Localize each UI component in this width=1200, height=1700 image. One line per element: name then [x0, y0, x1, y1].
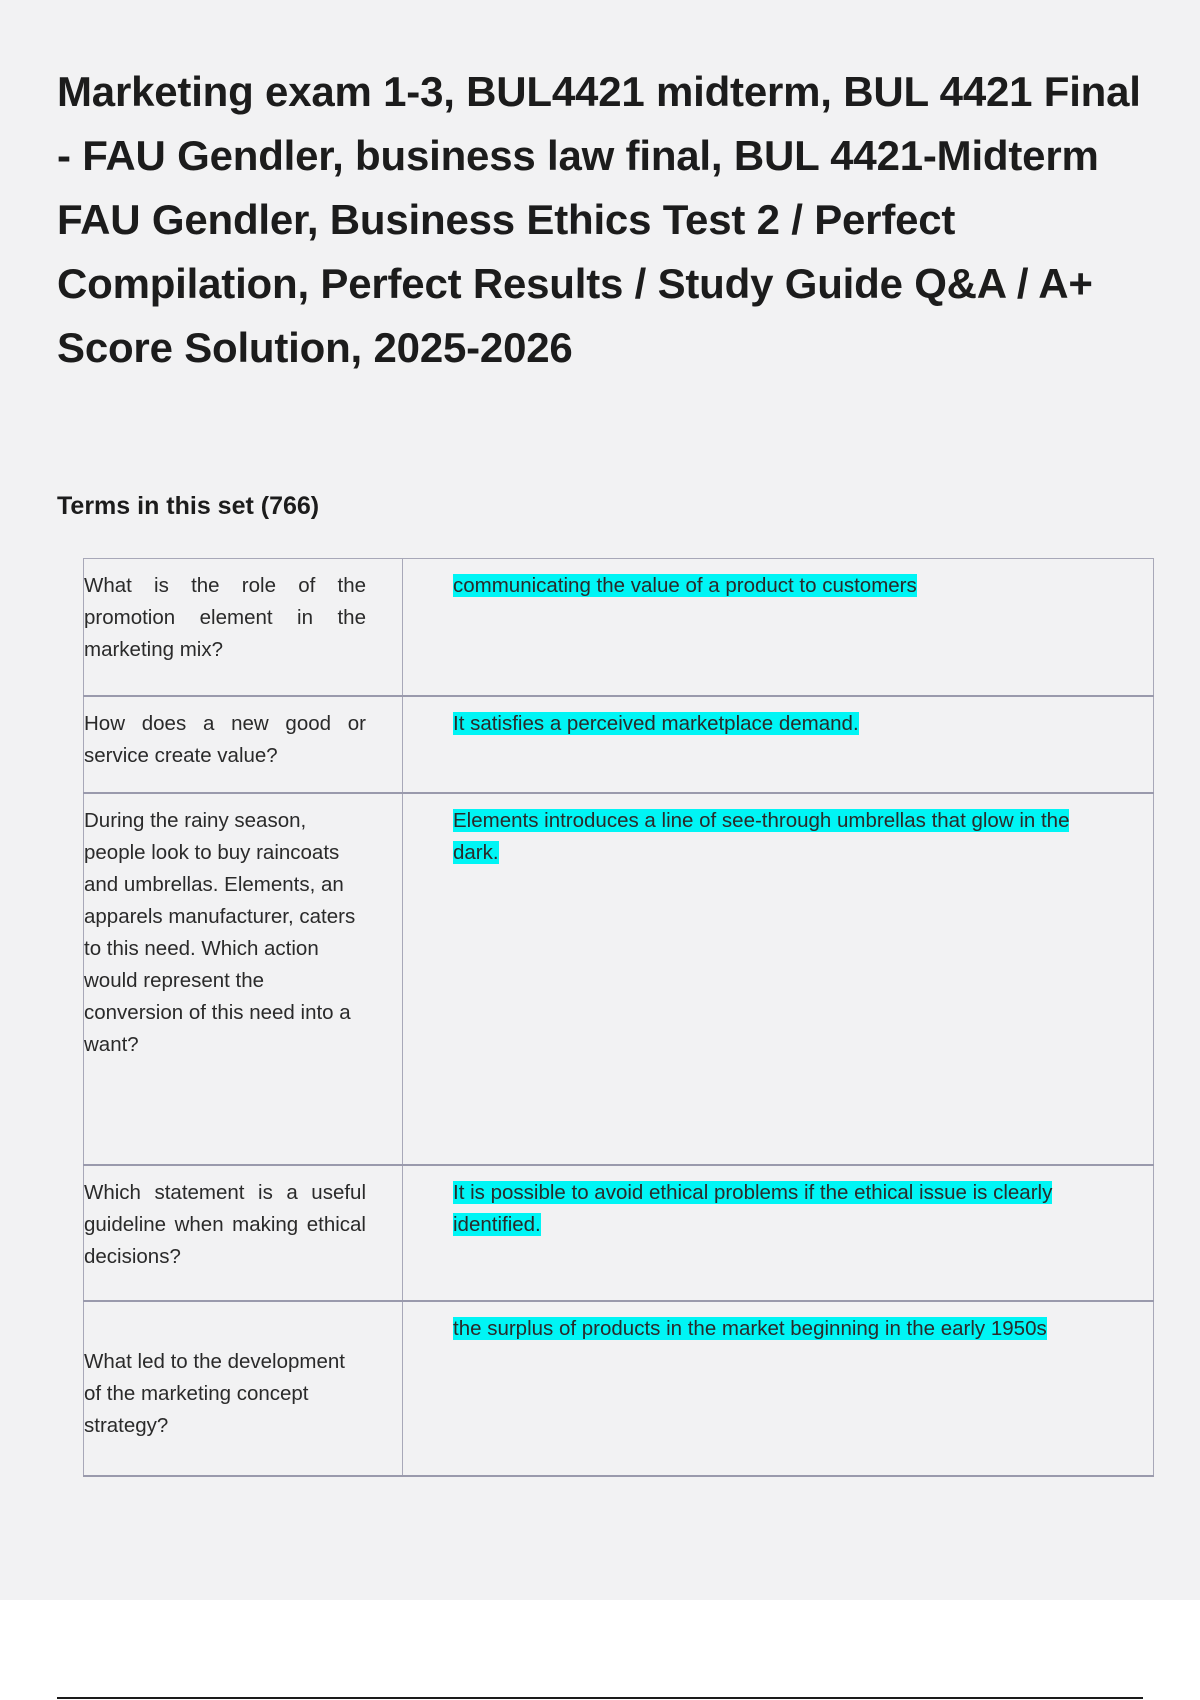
term-row: [84, 696, 1154, 793]
term-question: Which statement is a useful guideline when making ethical decisions?: [84, 1180, 366, 1268]
term-question-cell: [84, 1165, 403, 1301]
term-answer-cell: [403, 793, 1154, 1165]
document-title: Marketing exam 1-3, BUL4421 midterm, BUL 4421 Final - FAU Gendler, business law final, BUL 4421-Midterm FAU Gendler, Business Ethics Test 2 / Perfect Compilation, Perfect Results / Study Guide Q&A / A+ Score Solution, 2025-2026: [57, 68, 1141, 371]
term-answer: It satisfies a perceived marketplace demand.: [453, 711, 859, 735]
term-question: What is the role of the promotion element in the marketing mix?: [84, 574, 366, 661]
term-answer: the surplus of products in the market beginning in the early 1950s: [453, 1316, 1047, 1340]
term-answer-cell: [403, 559, 1154, 696]
term-answer: communicating the value of a product to customers: [453, 574, 917, 597]
term-answer: Elements introduces a line of see-through umbrellas that glow in the dark.: [453, 808, 1070, 864]
terms-count-heading: Terms in this set (766): [57, 492, 320, 520]
term-row: [84, 559, 1154, 696]
terms-table: [83, 558, 1154, 1477]
term-answer: It is possible to avoid ethical problems if the ethical issue is clearly identified.: [453, 1180, 1053, 1236]
term-row: [84, 1301, 1154, 1476]
footer-divider: [57, 1697, 1143, 1699]
term-question-cell: [84, 793, 403, 1165]
term-question: During the rainy season, people look to buy raincoats and umbrellas. Elements, an apparels manufacturer, caters to this need. Which action would represent the conversion of this need into a want?: [84, 808, 356, 1056]
term-row: [84, 793, 1154, 1165]
term-question-cell: [84, 1301, 403, 1476]
term-question-cell: [84, 696, 403, 793]
term-row: [84, 1165, 1154, 1301]
term-answer-cell: [403, 696, 1154, 793]
term-question: What led to the development of the marketing concept strategy?: [84, 1349, 345, 1437]
term-question: How does a new good or service create value?: [84, 711, 366, 767]
term-answer-cell: [403, 1301, 1154, 1476]
term-question-cell: [84, 559, 403, 696]
term-answer-cell: [403, 1165, 1154, 1301]
